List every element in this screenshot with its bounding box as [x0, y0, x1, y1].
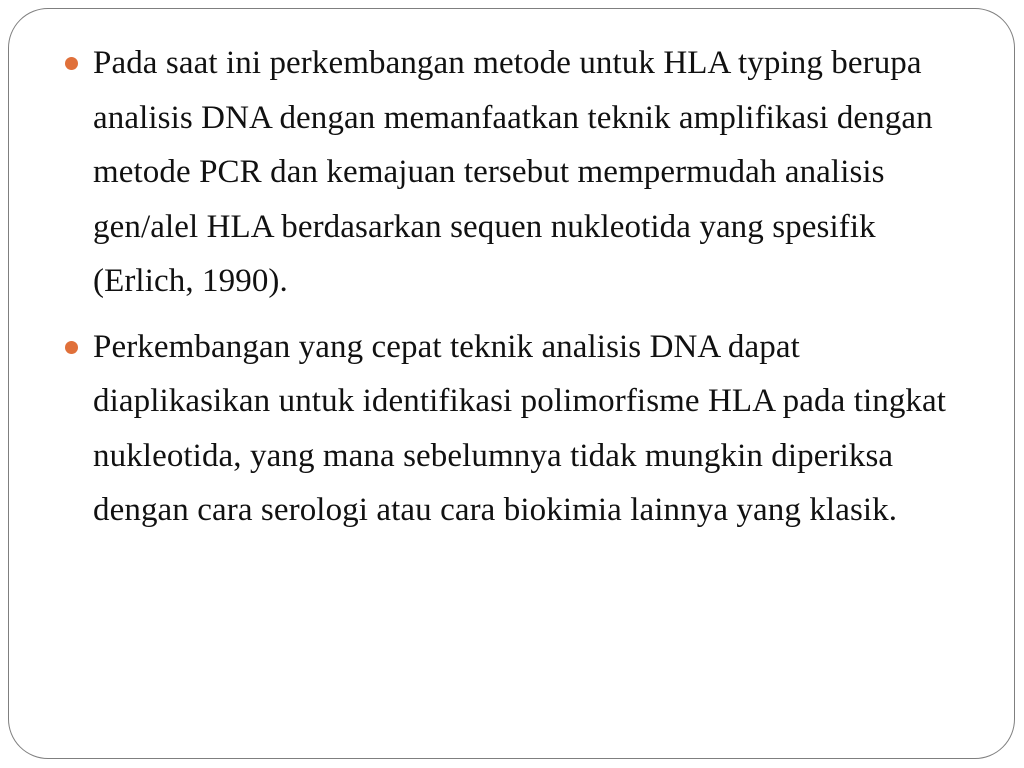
bullet-text: Perkembangan yang cepat teknik analisis DNA dapat diaplikasikan untuk identifikasi polimorfisme HLA pada tingkat nukleotida, yang mana sebelumnya tidak mungkin diperiksa dengan cara serologi atau cara biokimia lainnya yang klasik. — [93, 328, 947, 528]
bullet-text: Pada saat ini perkembangan metode untuk HLA typing berupa analisis DNA dengan memanfaatkan teknik amplifikasi dengan metode PCR dan kemajuan tersebut mempermudah analisis gen/alel HLA berdasarkan sequen nukleotida yang spesifik (Erlich, 1990). — [93, 45, 933, 299]
bullet-item — [62, 320, 982, 538]
bullet-dot-icon — [65, 341, 78, 354]
bullet-dot-icon — [65, 57, 78, 70]
bullet-item — [62, 36, 982, 309]
bullet-list — [62, 36, 982, 549]
